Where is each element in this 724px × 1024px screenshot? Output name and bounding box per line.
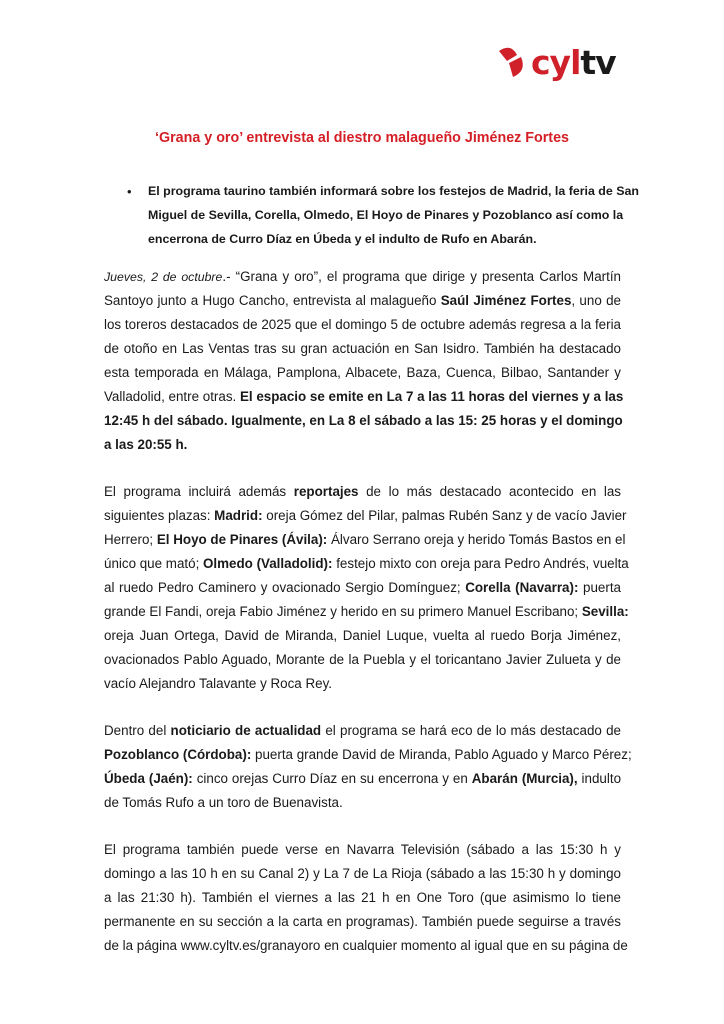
bullet-line: encerrona de Curro Díaz en Úbeda y el indulto de Rufo en Abarán. (148, 232, 537, 246)
paragraph-line: Úbeda (Jaén): cinco orejas Curro Díaz en su encerrona y en Abarán (Murcia), indulto (104, 771, 622, 786)
paragraph-line: esta temporada en Málaga, Pamplona, Albacete, Baza, Cuenca, Bilbao, Santander y (104, 365, 621, 380)
paragraph-line: El programa también puede verse en Navarra Televisión (sábado a las 15:30 h y (104, 842, 621, 857)
paragraph-line: a las 20:55 h. (104, 437, 188, 452)
paragraph-line: Jueves, 2 de octubre.- “Grana y oro”, el programa que dirige y presenta Carlos Martín (104, 269, 621, 284)
paragraph-line: Valladolid, entre otras. El espacio se emite en La 7 a las 11 horas del viernes y a las (104, 389, 624, 404)
cyltv-logo-icon (497, 45, 527, 79)
paragraph-line: único que mató; Olmedo (Valladolid): festejo mixto con oreja para Pedro Andrés, vuelta (104, 556, 629, 571)
dateline: Jueves, 2 de octubre (104, 270, 223, 284)
paragraph-line: El programa incluirá además reportajes de lo más destacado acontecido en las (104, 484, 621, 499)
paragraph-line: de otoño en Las Ventas tras su gran actuación en San Isidro. También ha destacado (104, 341, 621, 356)
bullet-icon: • (127, 184, 132, 199)
bullet-line: Miguel de Sevilla, Corella, Olmedo, El Hoyo de Pinares y Pozoblanco así como la (148, 208, 624, 222)
paragraph-line: grande El Fandi, oreja Fabio Jiménez y herido en su primero Manuel Escribano; Sevilla: (104, 604, 629, 619)
paragraph-line: Dentro del noticiario de actualidad el programa se hará eco de lo más destacado de (104, 723, 621, 738)
paragraph-line: siguientes plazas: Madrid: oreja Gómez del Pilar, palmas Rubén Sanz y de vacío Javier (104, 508, 627, 523)
paragraph-line: Pozoblanco (Córdoba): puerta grande David de Miranda, Pablo Aguado y Marco Pérez; (104, 747, 632, 762)
paragraph-line: domingo a las 10 h en su Canal 2) y La 7 de La Rioja (sábado a las 15:30 h y domingo (104, 866, 621, 881)
paragraph-line: 12:45 h del sábado. Igualmente, en La 8 el sábado a las 15: 25 horas y el domingo (104, 413, 623, 428)
logo-wordmark: cyltv (531, 42, 616, 82)
paragraph-line: permanente en su sección a la carta en programas). También puede seguirse a través (104, 914, 621, 929)
paragraph-line: los toreros destacados de 2025 que el domingo 5 de octubre además regresa a la feria (104, 317, 621, 332)
paragraph-line: ovacionados Pablo Aguado, Morante de la Puebla y el toricantano Javier Zulueta y de (104, 652, 621, 667)
paragraph-line: de la página www.cyltv.es/granayoro en cualquier momento al igual que en su página de (104, 938, 628, 953)
paragraph-line: de Tomás Rufo a un toro de Buenavista. (104, 795, 343, 810)
bullet-line: El programa taurino también informará sobre los festejos de Madrid, la feria de San (148, 184, 639, 198)
document-title: ‘Grana y oro’ entrevista al diestro malagueño Jiménez Fortes (155, 130, 569, 146)
paragraph-line: al ruedo Pedro Caminero y ovacionado Sergio Domínguez; Corella (Navarra): puerta (104, 580, 621, 595)
paragraph-line: Herrero; El Hoyo de Pinares (Ávila): Álvaro Serrano oreja y herido Tomás Bastos en el (104, 532, 626, 547)
paragraph-line: oreja Juan Ortega, David de Miranda, Daniel Luque, vuelta al ruedo Borja Jiménez, (104, 628, 621, 643)
paragraph-line: vacío Alejandro Talavante y Roca Rey. (104, 676, 333, 691)
cyltv-logo (497, 40, 616, 84)
paragraph-line: a las 21:30 h). También el viernes a las 21 h en One Toro (que asimismo lo tiene (104, 890, 621, 905)
paragraph-line: Santoyo junto a Hugo Cancho, entrevista al malagueño Saúl Jiménez Fortes, uno de (104, 293, 621, 308)
